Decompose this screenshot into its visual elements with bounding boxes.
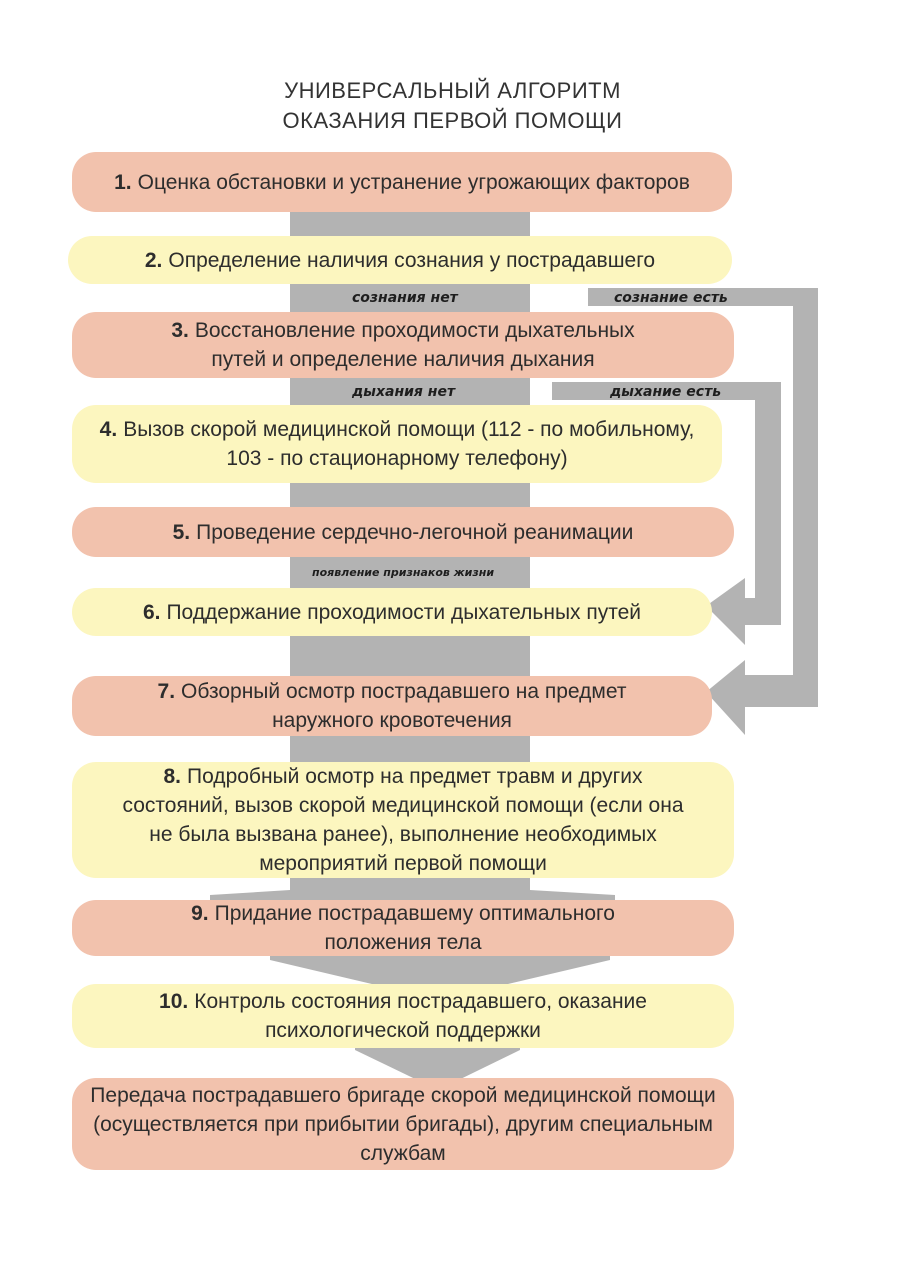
condition-signs-of-life: появление признаков жизни <box>312 566 495 579</box>
final-step <box>72 1078 734 1170</box>
step-text: Обзорный осмотр пострадавшего на предмет наружного кровотечения <box>181 680 627 732</box>
step-9 <box>72 900 734 956</box>
final-step-text: Передача пострадавшего бригаде скорой медицинской помощи (осуществляется при прибытии бригады), другим специальным службам <box>90 1083 716 1165</box>
step-number: 10. <box>159 990 189 1013</box>
step-number: 2. <box>144 248 163 272</box>
step-7 <box>72 676 712 736</box>
step-number: 9. <box>191 902 209 925</box>
condition-breathing-present: дыхание есть <box>610 384 722 400</box>
step-6 <box>72 588 712 636</box>
step-number: 5. <box>172 520 191 544</box>
step-4 <box>72 405 722 483</box>
condition-no-consciousness: сознания нет <box>352 290 458 306</box>
step-text: Восстановление проходимости дыхательных путей и определение наличия дыхания <box>194 319 635 371</box>
step-text: Оценка обстановки и устранение угрожающих факторов <box>137 170 690 194</box>
step-text: Проведение сердечно-легочной реанимации <box>196 520 634 544</box>
diagram-title-line-1: УНИВЕРСАЛЬНЫЙ АЛГОРИТМ <box>284 78 621 103</box>
step-1 <box>72 152 732 212</box>
step-number: 6. <box>142 600 161 624</box>
step-2 <box>68 236 732 284</box>
step-number: 8. <box>163 765 181 788</box>
step-text: Поддержание проходимости дыхательных путей <box>166 600 642 624</box>
step-number: 3. <box>171 319 189 342</box>
step-text: Вызов скорой медицинской помощи (112 - по мобильному, 103 - по стационарному телефону) <box>123 418 695 470</box>
diagram-title-line-2: ОКАЗАНИЯ ПЕРВОЙ ПОМОЩИ <box>282 108 623 133</box>
step-8 <box>72 762 734 878</box>
step-number: 7. <box>157 680 176 703</box>
step-number: 1. <box>114 170 132 194</box>
condition-consciousness-present: сознание есть <box>614 290 728 306</box>
condition-no-breathing: дыхания нет <box>352 384 456 400</box>
step-text: Подробный осмотр на предмет травм и других состояний, вызов скорой медицинской помощи (если она не была вызвана ранее), выполнение необходимых мероприятий первой помощи <box>122 765 684 875</box>
step-text: Определение наличия сознания у пострадавшего <box>168 248 656 272</box>
step-3 <box>72 312 734 378</box>
step-text: Придание пострадавшему оптимального положения тела <box>214 902 615 954</box>
step-number: 4. <box>99 418 118 441</box>
step-10 <box>72 984 734 1048</box>
step-text: Контроль состояния пострадавшего, оказание психологической поддержки <box>194 990 647 1042</box>
step-5 <box>72 507 734 557</box>
